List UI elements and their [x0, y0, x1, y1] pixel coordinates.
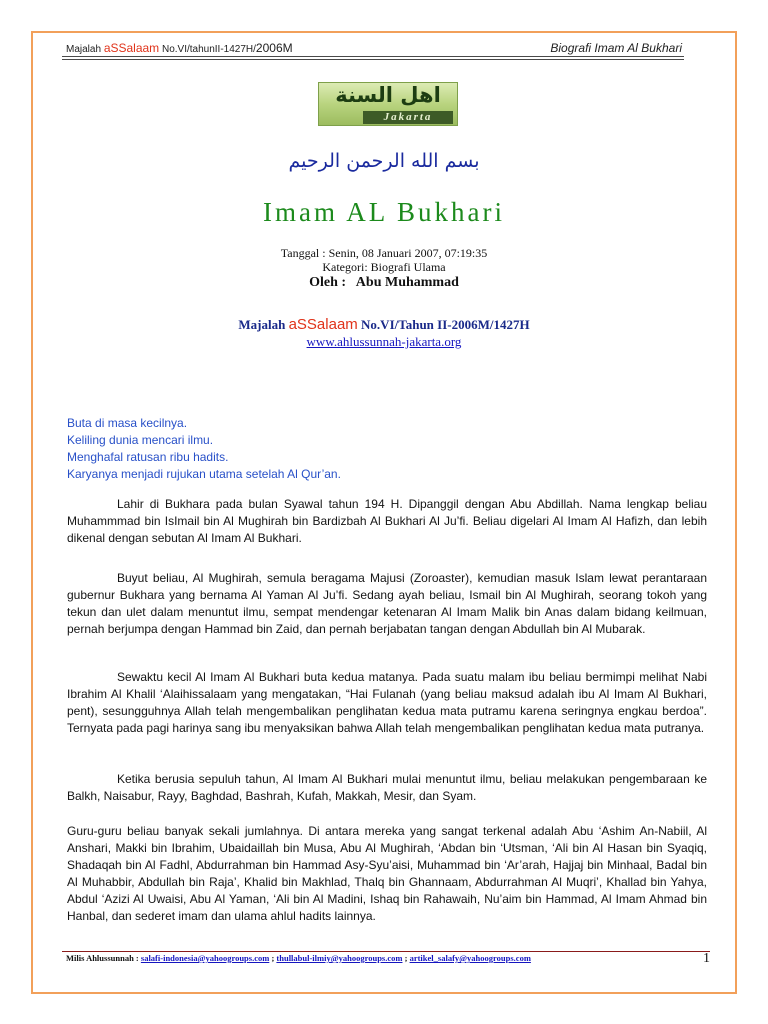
body-paragraph: Guru-guru beliau banyak sekali jumlahnya. Di antara mereka yang sangat terkenal adalah Abu ‘Ashim An-Nabiil, Al Anshari, Makki bin Ibrahim, Ubaidaillah bin Musa, Abu Al Mughirah, ‘Abdan bin ‘Utsman, ‘Ali bin Al Hasan bin Syaqiq, Shadaqah bin Al Fadhl, Abdurrahman bin Hammad Asy-Syu’aisi, Muhammad bin ‘Ar’arah, Hajjaj bin Minhaal, Badal bin Al Muhabbir, Abdullah bin Raja’, Khalid bin Makhlad, Thalq bin Ghannaam, Abdurrahman Al Muqri’, Khallad bin Yahya, Abdul ‘Azizi Al Uwaisi, Abu Al Yaman, ‘Ali bin Al Madini, Ishaq bin Rahawaih, Nu’aim bin Hammad, Al Imam Ahmad bin Hanbal, dan sederet imam dan ulama ahlul hadits lainnya. — [67, 824, 707, 923]
header-prefix: Majalah — [66, 44, 104, 55]
article-date: Tanggal : Senin, 08 Januari 2007, 07:19:35 — [280, 246, 488, 260]
magazine-prefix: Majalah — [238, 317, 289, 332]
running-header-left — [66, 41, 293, 55]
body-paragraph: Buyut beliau, Al Mughirah, semula beragama Majusi (Zoroaster), kemudian masuk Islam lewat perantaraan gubernur Bukhara yang bernama Al Yaman Al Ju’fi. Sedang ayah beliau, Ismail bin Al Mughirah, seorang tokoh yang tekun dan ulet dalam menuntut ilmu, sempat mendengar ketenaran Al Imam Malik bin Anas dalam bidang keilmuan, pernah berjumpa dengan Hammad bin Zaid, dan pernah berjabatan tangan dengan Abdullah bin Al Mubarak. — [67, 571, 707, 636]
intro-line: Karyanya menjadi rujukan utama setelah Al Qur’an. — [67, 467, 341, 481]
magazine-issue: No.VI/Tahun II-2006M/1427H — [357, 317, 530, 332]
body-paragraph: Ketika berusia sepuluh tahun, Al Imam Al Bukhari mulai menuntut ilmu, beliau melakukan pengembaraan ke Balkh, Naisabur, Rayy, Baghdad, Bashrah, Kufah, Makkah, Mesir, dan Syam. — [67, 772, 707, 803]
intro-line: Buta di masa kecilnya. — [67, 416, 188, 430]
footer-separator: ; — [402, 953, 410, 963]
footer-email-link[interactable]: artikel_salafy@yahoogroups.com — [409, 953, 531, 963]
footer-prefix: Milis Ahlussunnah : — [66, 953, 141, 963]
footer-separator: ; — [269, 953, 277, 963]
footer-email-link[interactable]: thullabul-ilmiy@yahoogroups.com — [276, 953, 403, 963]
article-author: Oleh : Abu Muhammad — [309, 275, 459, 290]
body-paragraph: Sewaktu kecil Al Imam Al Bukhari buta kedua matanya. Pada suatu malam ibu beliau bermimpi melihat Nabi Ibrahim Al Khalil ‘Alaihissalaam yang mengatakan, “Hai Fulanah (yang beliau maksud adalah ibu Al Imam Al Bukhari, pent), sesungguhnya Allah telah mengembalikan penglihatan kedua mata putramu karena seringnya engkau berdoa”. Ternyata pada pagi harinya sang ibu menyaksikan bahwa Allah telah mengembalikan penglihatan kedua mata putranya. — [67, 670, 707, 735]
logo-city-text: Jakarta — [363, 111, 453, 124]
article-title: Imam AL Bukhari — [263, 197, 505, 227]
running-header-right: Biografi Imam Al Bukhari — [550, 41, 682, 55]
header-rule — [62, 56, 684, 57]
header-year: 2006M — [255, 41, 293, 55]
logo-arabic-text: اهل السنة — [335, 83, 441, 107]
footer-rule — [62, 951, 710, 952]
basmalah: بسم الله الرحمن الرحيم — [288, 150, 480, 172]
header-rule-second — [62, 59, 684, 60]
body-paragraph: Lahir di Bukhara pada bulan Syawal tahun 194 H. Dipanggil dengan Abu Abdillah. Nama lengkap beliau Muhammmad bin IsImail bin Al Mughirah bin Bardizbah Al Bukhari Al Ju’fi. Beliau digelari Al Imam Al Hafizh, dan lebih dikenal dengan sebutan Al Imam Al Bukhari. — [67, 497, 707, 545]
footer-mailing-lists — [66, 953, 686, 963]
article-category: Kategori: Biografi Ulama — [322, 260, 446, 274]
magazine-brand: aSSalaam — [288, 316, 358, 333]
header-brand: aSSalaam — [103, 41, 160, 55]
ahlussunnah-logo — [318, 82, 458, 126]
intro-line: Keliling dunia mencari ilmu. — [67, 433, 214, 447]
header-issue: No.VI/tahunII-1427H/ — [159, 44, 256, 55]
magazine-line — [160, 316, 608, 333]
website-link[interactable]: www.ahlussunnah-jakarta.org — [306, 334, 462, 349]
footer-email-link[interactable]: salafi-indonesia@yahoogroups.com — [140, 953, 270, 963]
intro-highlights — [67, 415, 687, 483]
page-number: 1 — [703, 951, 710, 966]
intro-line: Menghafal ratusan ribu hadits. — [67, 450, 229, 464]
